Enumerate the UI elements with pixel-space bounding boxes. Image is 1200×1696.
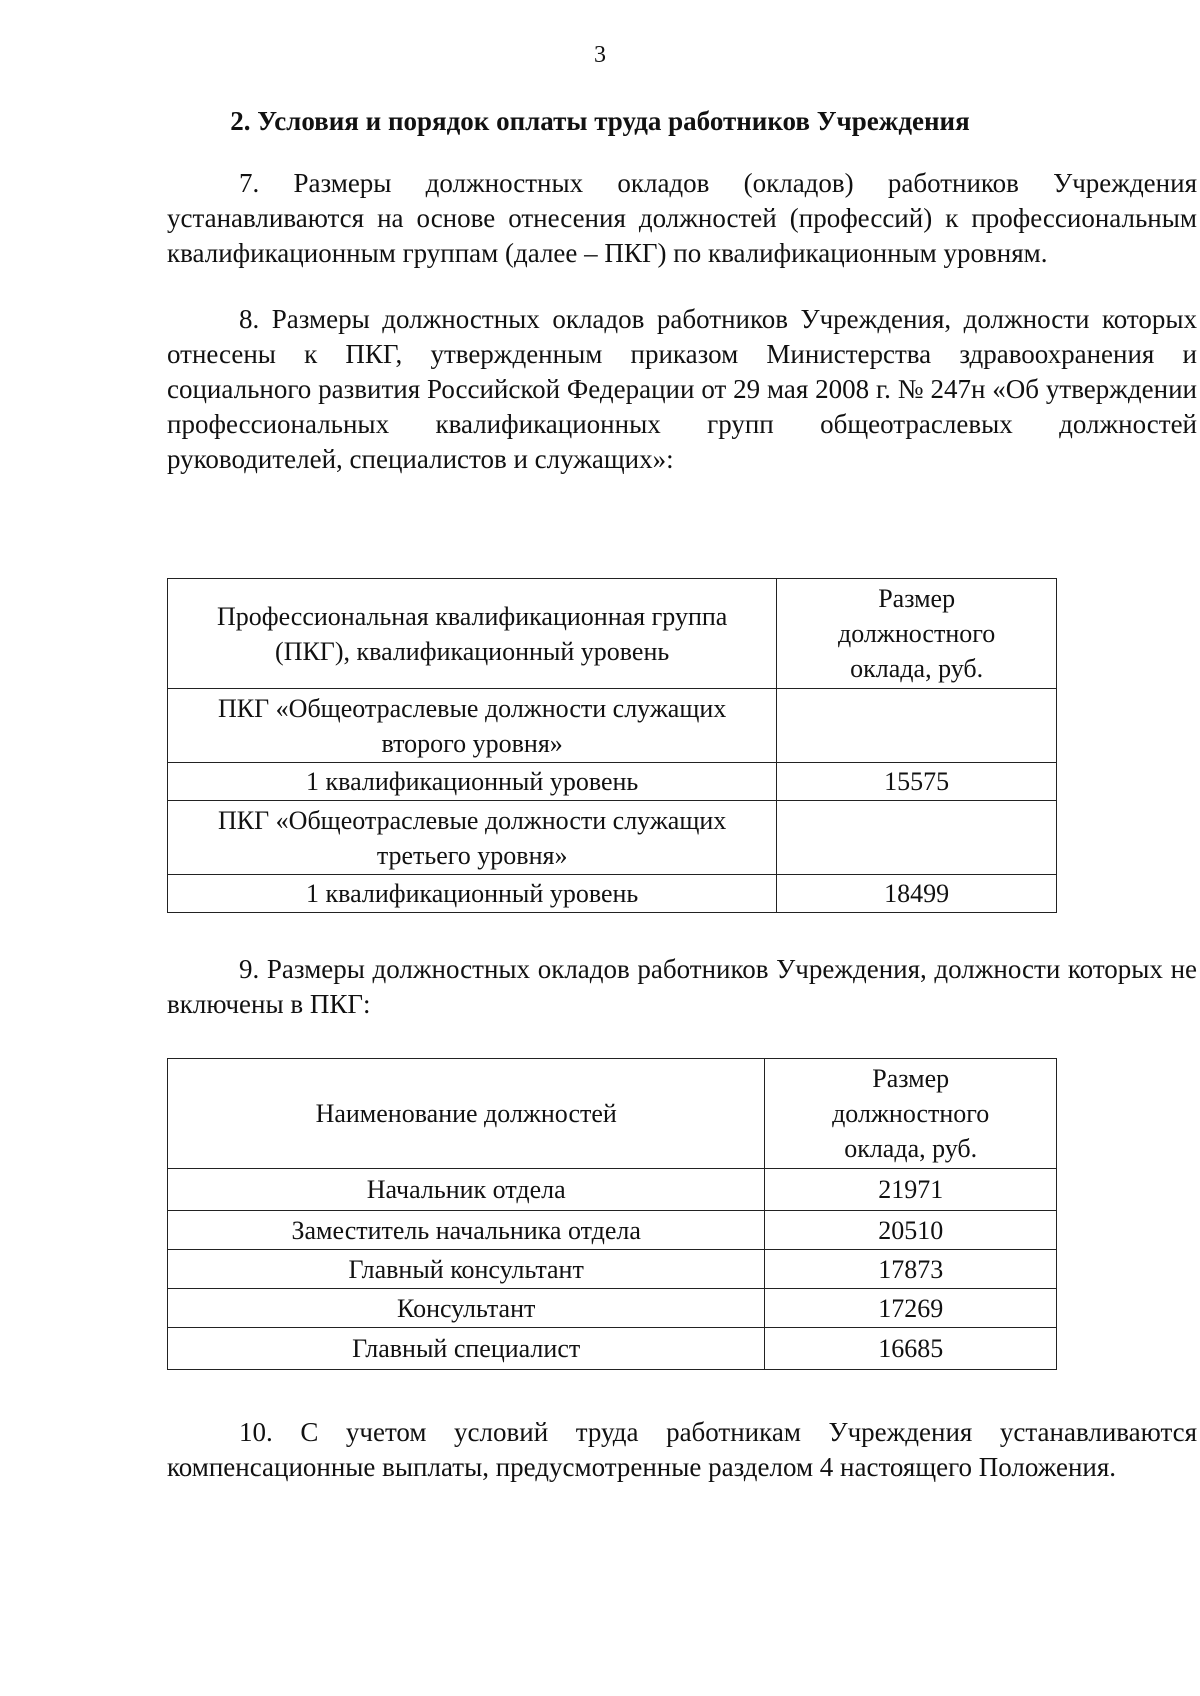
table-cell-value: 21971 — [765, 1169, 1057, 1211]
table-cell-name: 1 квалификационный уровень — [168, 763, 777, 801]
table-row — [168, 801, 1057, 875]
table-cell-name: Консультант — [168, 1289, 765, 1328]
table-header-name: Наименование должностей — [168, 1059, 765, 1169]
non-pkg-salary-table — [167, 1058, 1057, 1370]
page-number: 3 — [594, 42, 606, 68]
paragraph-7: 7. Размеры должностных окладов (окладов) работников Учреждения устанавливаются на основе отнесения должностей (профессий) к профессиональным квалификационным группам (далее – ПКГ) по квалификационным уровням. — [167, 168, 1197, 268]
table-cell-name: ПКГ «Общеотраслевые должности служащих второго уровня» — [168, 689, 777, 763]
table-cell-value: 17873 — [765, 1250, 1057, 1289]
table-row — [168, 1169, 1057, 1211]
table-row — [168, 689, 1057, 763]
table-header-row — [168, 579, 1057, 689]
table-cell-value: 18499 — [777, 875, 1057, 913]
pkg-salary-table — [167, 578, 1057, 913]
table-row — [168, 763, 1057, 801]
table-header-name: Профессиональная квалификационная группа (ПКГ), квалификационный уровень — [168, 579, 777, 689]
section-title: 2. Условия и порядок оплаты труда работников Учреждения — [230, 106, 970, 136]
table-cell-value — [777, 689, 1057, 763]
table-cell-name: Главный специалист — [168, 1328, 765, 1370]
table-cell-name: Главный консультант — [168, 1250, 765, 1289]
table-cell-name: 1 квалификационный уровень — [168, 875, 777, 913]
table-header-value: Размер должностного оклада, руб. — [765, 1059, 1057, 1169]
table-cell-value: 17269 — [765, 1289, 1057, 1328]
table-cell-value: 20510 — [765, 1211, 1057, 1250]
paragraph-10: 10. С учетом условий труда работникам Учреждения устанавливаются компенсационные выплаты, предусмотренные разделом 4 настоящего Положения. — [167, 1417, 1197, 1482]
table-cell-name: Начальник отдела — [168, 1169, 765, 1211]
paragraph-8: 8. Размеры должностных окладов работников Учреждения, должности которых отнесены к ПКГ, утвержденным приказом Министерства здравоохранения и социального развития Российской Федерации от 29 мая 2008 г. № 247н «Об утверждении профессиональных квалификационных групп общеотраслевых должностей руководителей, специалистов и служащих»: — [167, 304, 1197, 474]
table-cell-value — [777, 801, 1057, 875]
paragraph-9: 9. Размеры должностных окладов работников Учреждения, должности которых не включены в ПКГ: — [167, 954, 1197, 1019]
table-row — [168, 1289, 1057, 1328]
table-row — [168, 1211, 1057, 1250]
table-header-row — [168, 1059, 1057, 1169]
table-row — [168, 1328, 1057, 1370]
table-header-value: Размер должностного оклада, руб. — [777, 579, 1057, 689]
table-row — [168, 875, 1057, 913]
table-cell-value: 16685 — [765, 1328, 1057, 1370]
table-cell-name: ПКГ «Общеотраслевые должности служащих третьего уровня» — [168, 801, 777, 875]
table-cell-value: 15575 — [777, 763, 1057, 801]
table-row — [168, 1250, 1057, 1289]
table-cell-name: Заместитель начальника отдела — [168, 1211, 765, 1250]
